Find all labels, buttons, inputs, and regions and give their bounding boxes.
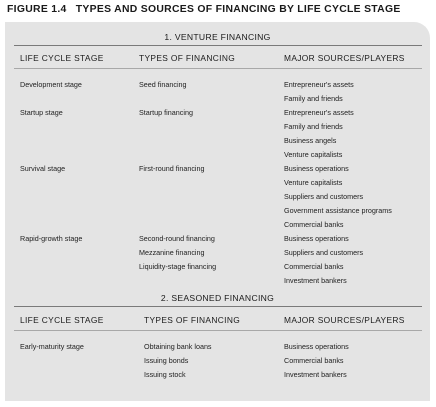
column-header-life-cycle-stage: LIFE CYCLE STAGE (20, 53, 104, 63)
source-item: Investment bankers (284, 276, 347, 285)
column-header-types-of-financing: TYPES OF FINANCING (144, 315, 241, 325)
column-header-major-sources: MAJOR SOURCES/PLAYERS (284, 53, 405, 63)
figure-panel (5, 22, 430, 401)
header-divider (14, 68, 422, 69)
source-item: Family and friends (284, 94, 343, 103)
financing-type: Seed financing (139, 80, 187, 89)
table-row-stage: Rapid-growth stage (20, 234, 83, 243)
financing-type: Second-round financing (139, 234, 215, 243)
source-item: Venture capitalists (284, 150, 343, 159)
table-row-types (139, 232, 216, 274)
table-row-sources (284, 162, 392, 232)
table-row-types (139, 106, 193, 120)
table-row-types (144, 340, 212, 382)
section-divider (14, 45, 422, 46)
source-item: Business operations (284, 234, 349, 243)
figure-title (7, 4, 431, 15)
source-item: Suppliers and customers (284, 248, 364, 257)
financing-type: Liquidity-stage financing (139, 262, 217, 271)
source-item: Venture capitalists (284, 178, 343, 187)
section-divider (14, 306, 422, 307)
column-header-life-cycle-stage: LIFE CYCLE STAGE (20, 315, 104, 325)
source-item: Investment bankers (284, 370, 347, 379)
financing-type: First-round financing (139, 164, 205, 173)
financing-type: Obtaining bank loans (144, 342, 212, 351)
table-row-stage: Development stage (20, 80, 82, 89)
column-header-types-of-financing: TYPES OF FINANCING (139, 53, 236, 63)
table-row-stage: Survival stage (20, 164, 66, 173)
source-item: Business operations (284, 342, 349, 351)
financing-type: Issuing bonds (144, 356, 189, 365)
source-item: Entrepreneur's assets (284, 80, 354, 89)
source-item: Entrepreneur's assets (284, 108, 354, 117)
source-item: Government assistance programs (284, 206, 392, 215)
table-row-sources (284, 106, 354, 162)
table-row-types (139, 78, 187, 92)
financing-type: Issuing stock (144, 370, 186, 379)
table-row-sources (284, 340, 349, 382)
column-header-major-sources: MAJOR SOURCES/PLAYERS (284, 315, 405, 325)
section-heading-seasoned-financing: 2. SEASONED FINANCING (160, 293, 275, 303)
source-item: Business angels (284, 136, 337, 145)
source-item: Commercial banks (284, 262, 344, 271)
source-item: Commercial banks (284, 220, 344, 229)
source-item: Family and friends (284, 122, 343, 131)
table-row-sources (284, 78, 354, 106)
source-item: Suppliers and customers (284, 192, 364, 201)
source-item: Business operations (284, 164, 349, 173)
table-row-stage: Startup stage (20, 108, 63, 117)
header-divider (14, 330, 422, 331)
source-item: Commercial banks (284, 356, 344, 365)
section-heading-venture-financing: 1. VENTURE FINANCING (164, 32, 271, 42)
table-row-types (139, 162, 205, 176)
financing-type: Startup financing (139, 108, 193, 117)
table-row-stage: Early-maturity stage (20, 342, 84, 351)
figure-caption: TYPES AND SOURCES OF FINANCING BY LIFE CYCLE STAGE (75, 4, 401, 15)
financing-type: Mezzanine financing (139, 248, 205, 257)
table-row-sources (284, 232, 363, 288)
figure-number: FIGURE 1.4 (7, 4, 67, 15)
